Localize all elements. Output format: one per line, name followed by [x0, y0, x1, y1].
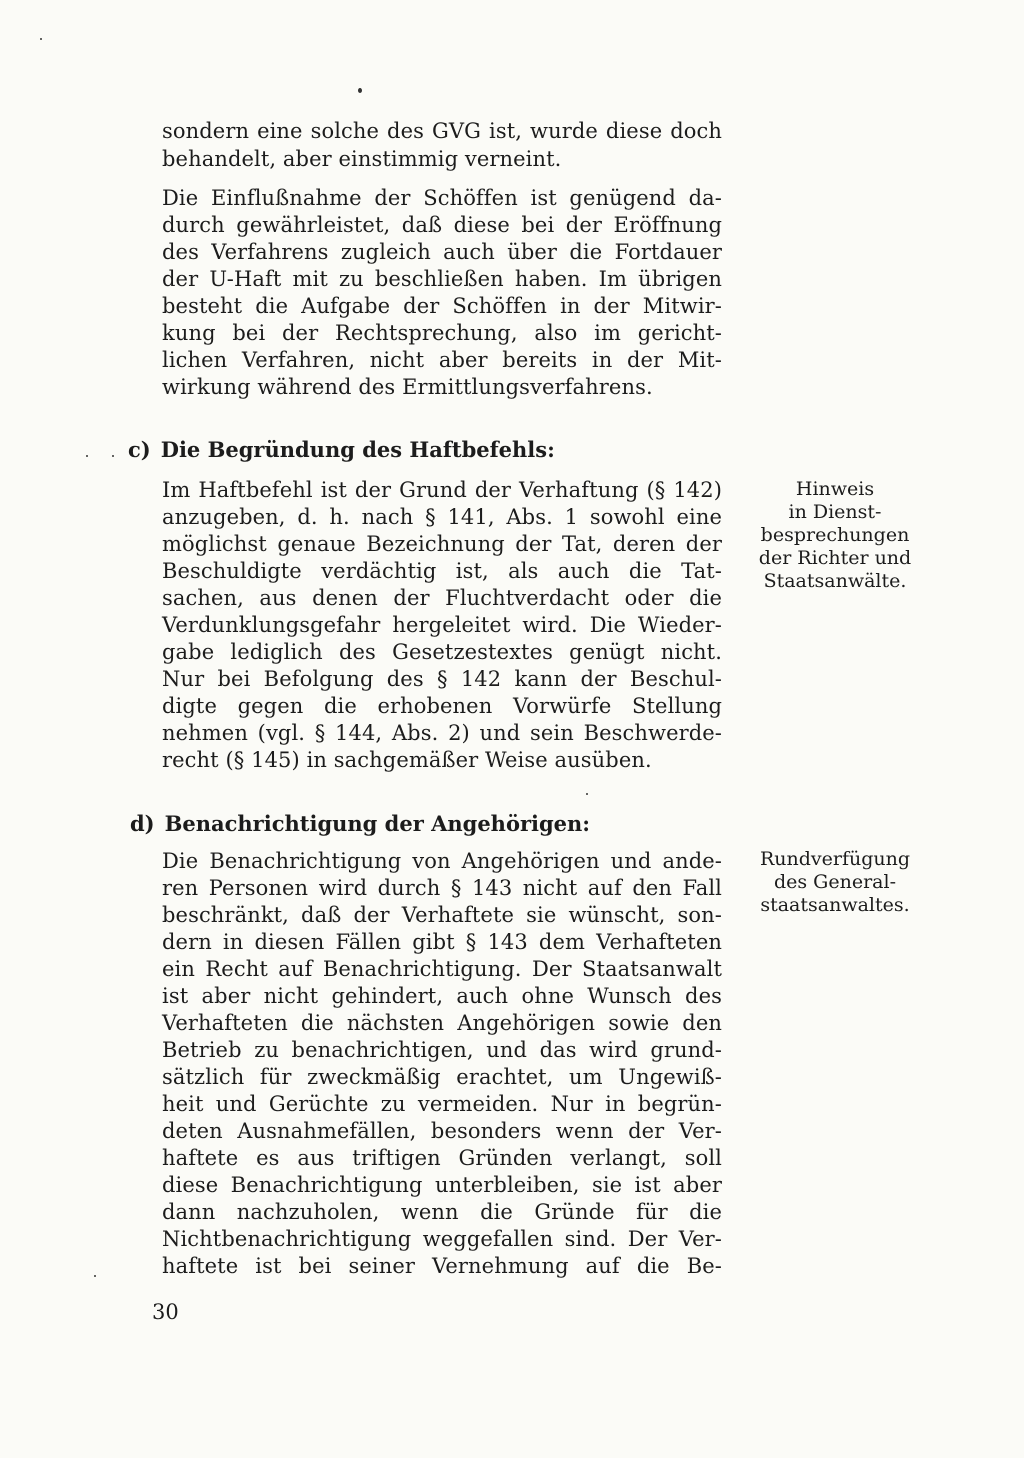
- text-line: beschränkt, daß der Verhaftete sie wünscht, son-: [162, 903, 722, 927]
- text-line: nehmen (vgl. § 144, Abs. 2) und sein Beschwerde-: [162, 721, 722, 745]
- text-line: Die Benachrichtigung von Angehörigen und ande-: [162, 849, 722, 873]
- text-line: ist aber nicht gehindert, auch ohne Wunsch des: [162, 984, 722, 1008]
- section-c-title: Die Begründung des Haftbefehls:: [160, 437, 555, 462]
- page-number: 30: [152, 1300, 179, 1324]
- text-line: heit und Gerüchte zu vermeiden. Nur in begrün-: [162, 1092, 722, 1116]
- text-line: Beschuldigte verdächtig ist, als auch die Tat-: [162, 559, 722, 583]
- section-d-title: Benachrichtigung der Angehörigen:: [164, 811, 591, 836]
- margin-note-line: Hinweis: [795, 478, 875, 500]
- text-line: digte gegen die erhobenen Vorwürfe Stellung: [162, 694, 722, 718]
- margin-note-line: Staatsanwälte.: [763, 570, 907, 592]
- text-line: dern in diesen Fällen gibt § 143 dem Verhafteten: [162, 930, 722, 954]
- section-d-heading: [130, 811, 590, 836]
- margin-note-line: besprechungen: [760, 524, 910, 546]
- margin-note-line: der Richter und: [758, 547, 912, 569]
- scan-speck: [86, 455, 88, 457]
- text-line: sätzlich für zweckmäßig erachtet, um Ungewiß-: [162, 1065, 722, 1089]
- text-line: sachen, aus denen der Fluchtverdacht oder die: [162, 586, 722, 610]
- text-line: besteht die Aufgabe der Schöffen in der Mitwir-: [162, 294, 722, 318]
- text-line: haftete es aus triftigen Gründen verlangt, soll: [162, 1146, 722, 1170]
- text-line: sondern eine solche des GVG ist, wurde diese doch: [162, 119, 722, 143]
- text-line: Betrieb zu benachrichtigen, und das wird grund-: [162, 1038, 722, 1062]
- text-line: Verdunklungsgefahr hergeleitet wird. Die Wieder-: [162, 613, 722, 637]
- text-line: lichen Verfahren, nicht aber bereits in der Mit-: [162, 348, 722, 372]
- text-line: wirkung während des Ermittlungsverfahrens.: [162, 375, 653, 399]
- text-line: Nichtbenachrichtigung weggefallen sind. Der Ver-: [162, 1227, 722, 1251]
- text-line: Die Einflußnahme der Schöffen ist genügend da-: [162, 186, 722, 210]
- text-line: des Verfahrens zugleich auch über die Fortdauer: [162, 240, 722, 264]
- text-line: dann nachzuholen, wenn die Gründe für die: [162, 1200, 722, 1224]
- margin-note-line: staatsanwaltes.: [760, 894, 910, 916]
- text-line: recht (§ 145) in sachgemäßer Weise ausüben.: [162, 748, 652, 772]
- scan-speck: [112, 455, 114, 457]
- text-line: kung bei der Rechtsprechung, also im gericht-: [162, 321, 722, 345]
- text-line: gabe lediglich des Gesetzestextes genügt nicht.: [162, 640, 722, 664]
- scan-speck: [94, 1275, 96, 1277]
- scan-speck: [358, 88, 362, 93]
- scan-speck: [586, 793, 588, 795]
- section-c-marker: c): [128, 437, 151, 462]
- text-line: anzugeben, d. h. nach § 141, Abs. 1 sowohl eine: [162, 505, 722, 529]
- margin-note-line: in Dienst-: [788, 501, 882, 523]
- text-line: Verhafteten die nächsten Angehörigen sowie den: [162, 1011, 722, 1035]
- section-c-heading: [128, 437, 555, 462]
- text-line: diese Benachrichtigung unterbleiben, sie ist aber: [162, 1173, 722, 1197]
- section-d-marker: d): [130, 811, 155, 836]
- text-line: deten Ausnahmefällen, besonders wenn der Ver-: [162, 1119, 722, 1143]
- margin-note-line: des General-: [773, 871, 896, 893]
- text-line: Nur bei Befolgung des § 142 kann der Beschul-: [162, 667, 722, 691]
- text-line: durch gewährleistet, daß diese bei der Eröffnung: [162, 213, 722, 237]
- text-line: ein Recht auf Benachrichtigung. Der Staatsanwalt: [162, 957, 722, 981]
- margin-note-line: Rundverfügung: [759, 848, 911, 870]
- text-line: haftete ist bei seiner Vernehmung auf die Be-: [162, 1254, 722, 1278]
- text-line: ren Personen wird durch § 143 nicht auf den Fall: [162, 876, 722, 900]
- text-line: möglichst genaue Bezeichnung der Tat, deren der: [162, 532, 722, 556]
- text-line: behandelt, aber einstimmig verneint.: [162, 147, 562, 171]
- text-line: Im Haftbefehl ist der Grund der Verhaftung (§ 142): [162, 478, 722, 502]
- scan-speck: [40, 38, 42, 40]
- text-line: der U-Haft mit zu beschließen haben. Im übrigen: [162, 267, 722, 291]
